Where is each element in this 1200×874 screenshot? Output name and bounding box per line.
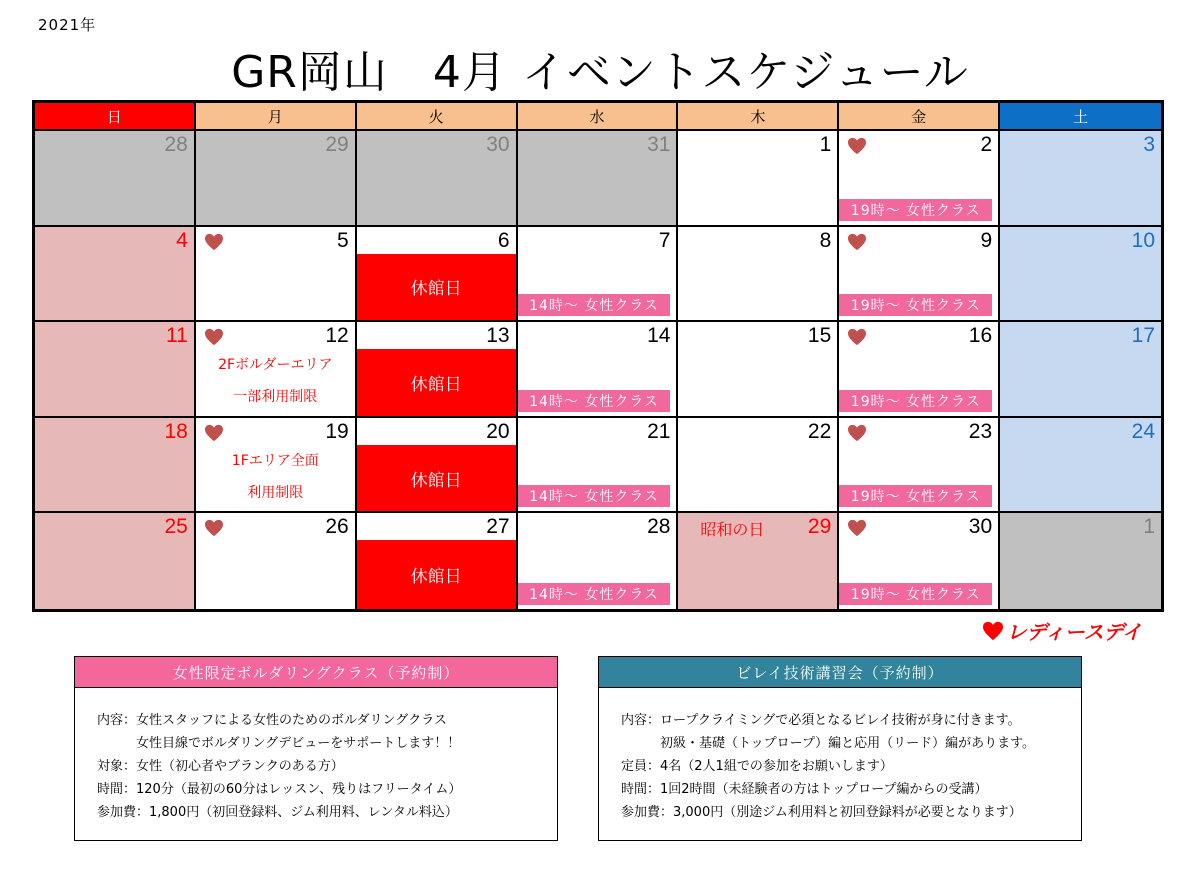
day-number: 25 [164, 515, 188, 539]
closed-day-label: 休館日 [357, 445, 516, 512]
belay-course-title: ビレイ技術講習会（予約制） [599, 657, 1081, 688]
day-number: 17 [1131, 324, 1155, 348]
heart-icon [847, 519, 867, 537]
calendar-day [357, 418, 518, 514]
calendar-day [196, 131, 357, 227]
day-number: 29 [807, 515, 832, 539]
calendar-day [839, 322, 1000, 418]
day-number: 3 [1143, 133, 1155, 156]
calendar-day [196, 322, 357, 418]
calendar-day [1000, 322, 1161, 418]
weekday-header-mon: 月 [196, 103, 357, 131]
heart-icon [982, 621, 1004, 641]
day-number: 28 [164, 133, 188, 156]
closed-day-label: 休館日 [357, 254, 516, 321]
womens-class-title: 女性限定ボルダリングクラス（予約制） [75, 657, 557, 688]
belay-course-info-box [598, 656, 1082, 841]
day-number: 12 [325, 324, 349, 348]
calendar-day [518, 322, 679, 418]
calendar-day [357, 322, 518, 418]
ladies-class-bar: 19時～ 女性クラス [839, 294, 992, 316]
heart-icon [204, 233, 224, 251]
womens-class-info-box [74, 656, 558, 841]
day-number: 20 [486, 419, 510, 443]
calendar-day [839, 513, 1000, 609]
day-number: 28 [647, 515, 671, 539]
holiday-label: 昭和の日 [700, 520, 765, 540]
calendar-day [35, 131, 196, 227]
day-number: 22 [807, 419, 832, 443]
day-number: 26 [325, 515, 349, 539]
ladies-class-bar: 14時～ 女性クラス [518, 485, 671, 507]
restriction-note: 一部利用制限 [233, 389, 318, 406]
weekday-header-tue: 火 [357, 103, 518, 131]
day-number: 7 [658, 228, 671, 252]
calendar-day [35, 513, 196, 609]
day-number: 16 [968, 324, 993, 348]
calendar-day [196, 418, 357, 514]
calendar-day [678, 322, 839, 418]
day-number: 24 [1131, 419, 1155, 443]
year-label: 2021年 [38, 16, 97, 34]
belay-course-line: 初級・基礎（トップロープ）編と応用（リード）編があります。 [621, 736, 1036, 751]
ladies-class-bar: 19時～ 女性クラス [839, 485, 992, 507]
ladies-class-bar: 14時～ 女性クラス [518, 390, 671, 412]
weekday-header-fri: 金 [839, 103, 1000, 131]
day-number: 30 [486, 133, 510, 156]
belay-course-line: 参加費：3,000円（別途ジム利用料と初回登録料が必要となります） [621, 805, 1022, 820]
calendar-day [678, 131, 839, 227]
page-title: GR岡山 4月 イベントスケジュール [231, 47, 969, 98]
day-number: 31 [647, 133, 671, 156]
weekday-header-thu: 木 [678, 103, 839, 131]
calendar-day [357, 227, 518, 323]
day-number: 19 [325, 419, 349, 443]
calendar-day [839, 418, 1000, 514]
calendar-day [35, 322, 196, 418]
day-number: 1 [819, 133, 832, 156]
day-number: 4 [176, 228, 188, 252]
calendar-day [518, 513, 679, 609]
heart-icon [204, 519, 224, 537]
day-number: 13 [486, 324, 510, 348]
heart-icon [204, 328, 224, 346]
day-number: 1 [1143, 515, 1155, 539]
day-number: 11 [166, 324, 188, 348]
day-number: 18 [164, 419, 188, 443]
womens-class-line: 時間：120分（最初の60分はレッスン、残りはフリータイム） [97, 782, 462, 797]
calendar-day [357, 131, 518, 227]
restriction-note: 利用制限 [247, 484, 304, 501]
ladies-class-bar: 19時～ 女性クラス [839, 583, 992, 605]
womens-class-line: 女性目線でボルダリングデビューをサポートします！！ [97, 736, 461, 751]
weekday-header-sun: 日 [35, 103, 196, 131]
ladies-class-bar: 19時～ 女性クラス [839, 390, 992, 412]
day-number: 15 [807, 324, 832, 348]
calendar-day [518, 418, 679, 514]
weekday-header-sat: 土 [1000, 103, 1161, 131]
heart-icon [847, 233, 867, 251]
day-number: 30 [968, 515, 993, 539]
calendar-day [357, 513, 518, 609]
day-number: 5 [337, 228, 349, 252]
day-number: 29 [325, 133, 349, 156]
closed-day-label: 休館日 [357, 349, 516, 416]
restriction-note: 2Fボルダーエリア [218, 357, 333, 374]
belay-course-line: 定員：4名（2人1組での参加をお願いします） [621, 759, 893, 774]
calendar-day [35, 418, 196, 514]
calendar-day [35, 227, 196, 323]
calendar-day [1000, 227, 1161, 323]
heart-icon [847, 328, 867, 346]
calendar-day [1000, 513, 1161, 609]
ladies-day-label: レディースデイ [1006, 620, 1142, 644]
closed-day-label: 休館日 [357, 540, 516, 609]
heart-icon [204, 424, 224, 442]
heart-icon [847, 424, 867, 442]
day-number: 10 [1131, 228, 1155, 252]
calendar-day [678, 227, 839, 323]
ladies-day-legend [982, 616, 1142, 645]
calendar-day [196, 513, 357, 609]
calendar-day [678, 418, 839, 514]
calendar-day [1000, 131, 1161, 227]
belay-course-line: 内容：ロープクライミングで必須となるビレイ技術が身に付きます。 [621, 713, 1021, 728]
calendar-day [678, 513, 839, 609]
day-number: 14 [647, 324, 671, 348]
calendar-day [839, 227, 1000, 323]
ladies-class-bar: 14時～ 女性クラス [518, 583, 671, 605]
calendar-day [839, 131, 1000, 227]
day-number: 8 [819, 228, 832, 252]
day-number: 27 [486, 515, 510, 539]
womens-class-line: 対象：女性（初心者やブランクのある方） [97, 759, 344, 774]
calendar-day [196, 227, 357, 323]
heart-icon [847, 137, 867, 155]
calendar-day [518, 131, 679, 227]
day-number: 23 [968, 419, 993, 443]
day-number: 9 [980, 228, 993, 252]
belay-course-line: 時間：1回2時間（未経験者の方はトップロープ編からの受講） [621, 782, 988, 797]
calendar [32, 100, 1164, 612]
weekday-header-wed: 水 [518, 103, 679, 131]
day-number: 21 [647, 419, 671, 443]
womens-class-line: 内容：女性スタッフによる女性のためのボルダリングクラス [97, 713, 447, 728]
calendar-day [1000, 418, 1161, 514]
womens-class-line: 参加費：1,800円（初回登録料、ジム利用料、レンタル料込） [97, 805, 458, 820]
restriction-note: 1Fエリア全面 [231, 452, 319, 469]
calendar-day [518, 227, 679, 323]
ladies-class-bar: 14時～ 女性クラス [518, 294, 671, 316]
day-number: 2 [980, 133, 993, 156]
ladies-class-bar: 19時～ 女性クラス [839, 199, 992, 221]
day-number: 6 [497, 228, 510, 252]
